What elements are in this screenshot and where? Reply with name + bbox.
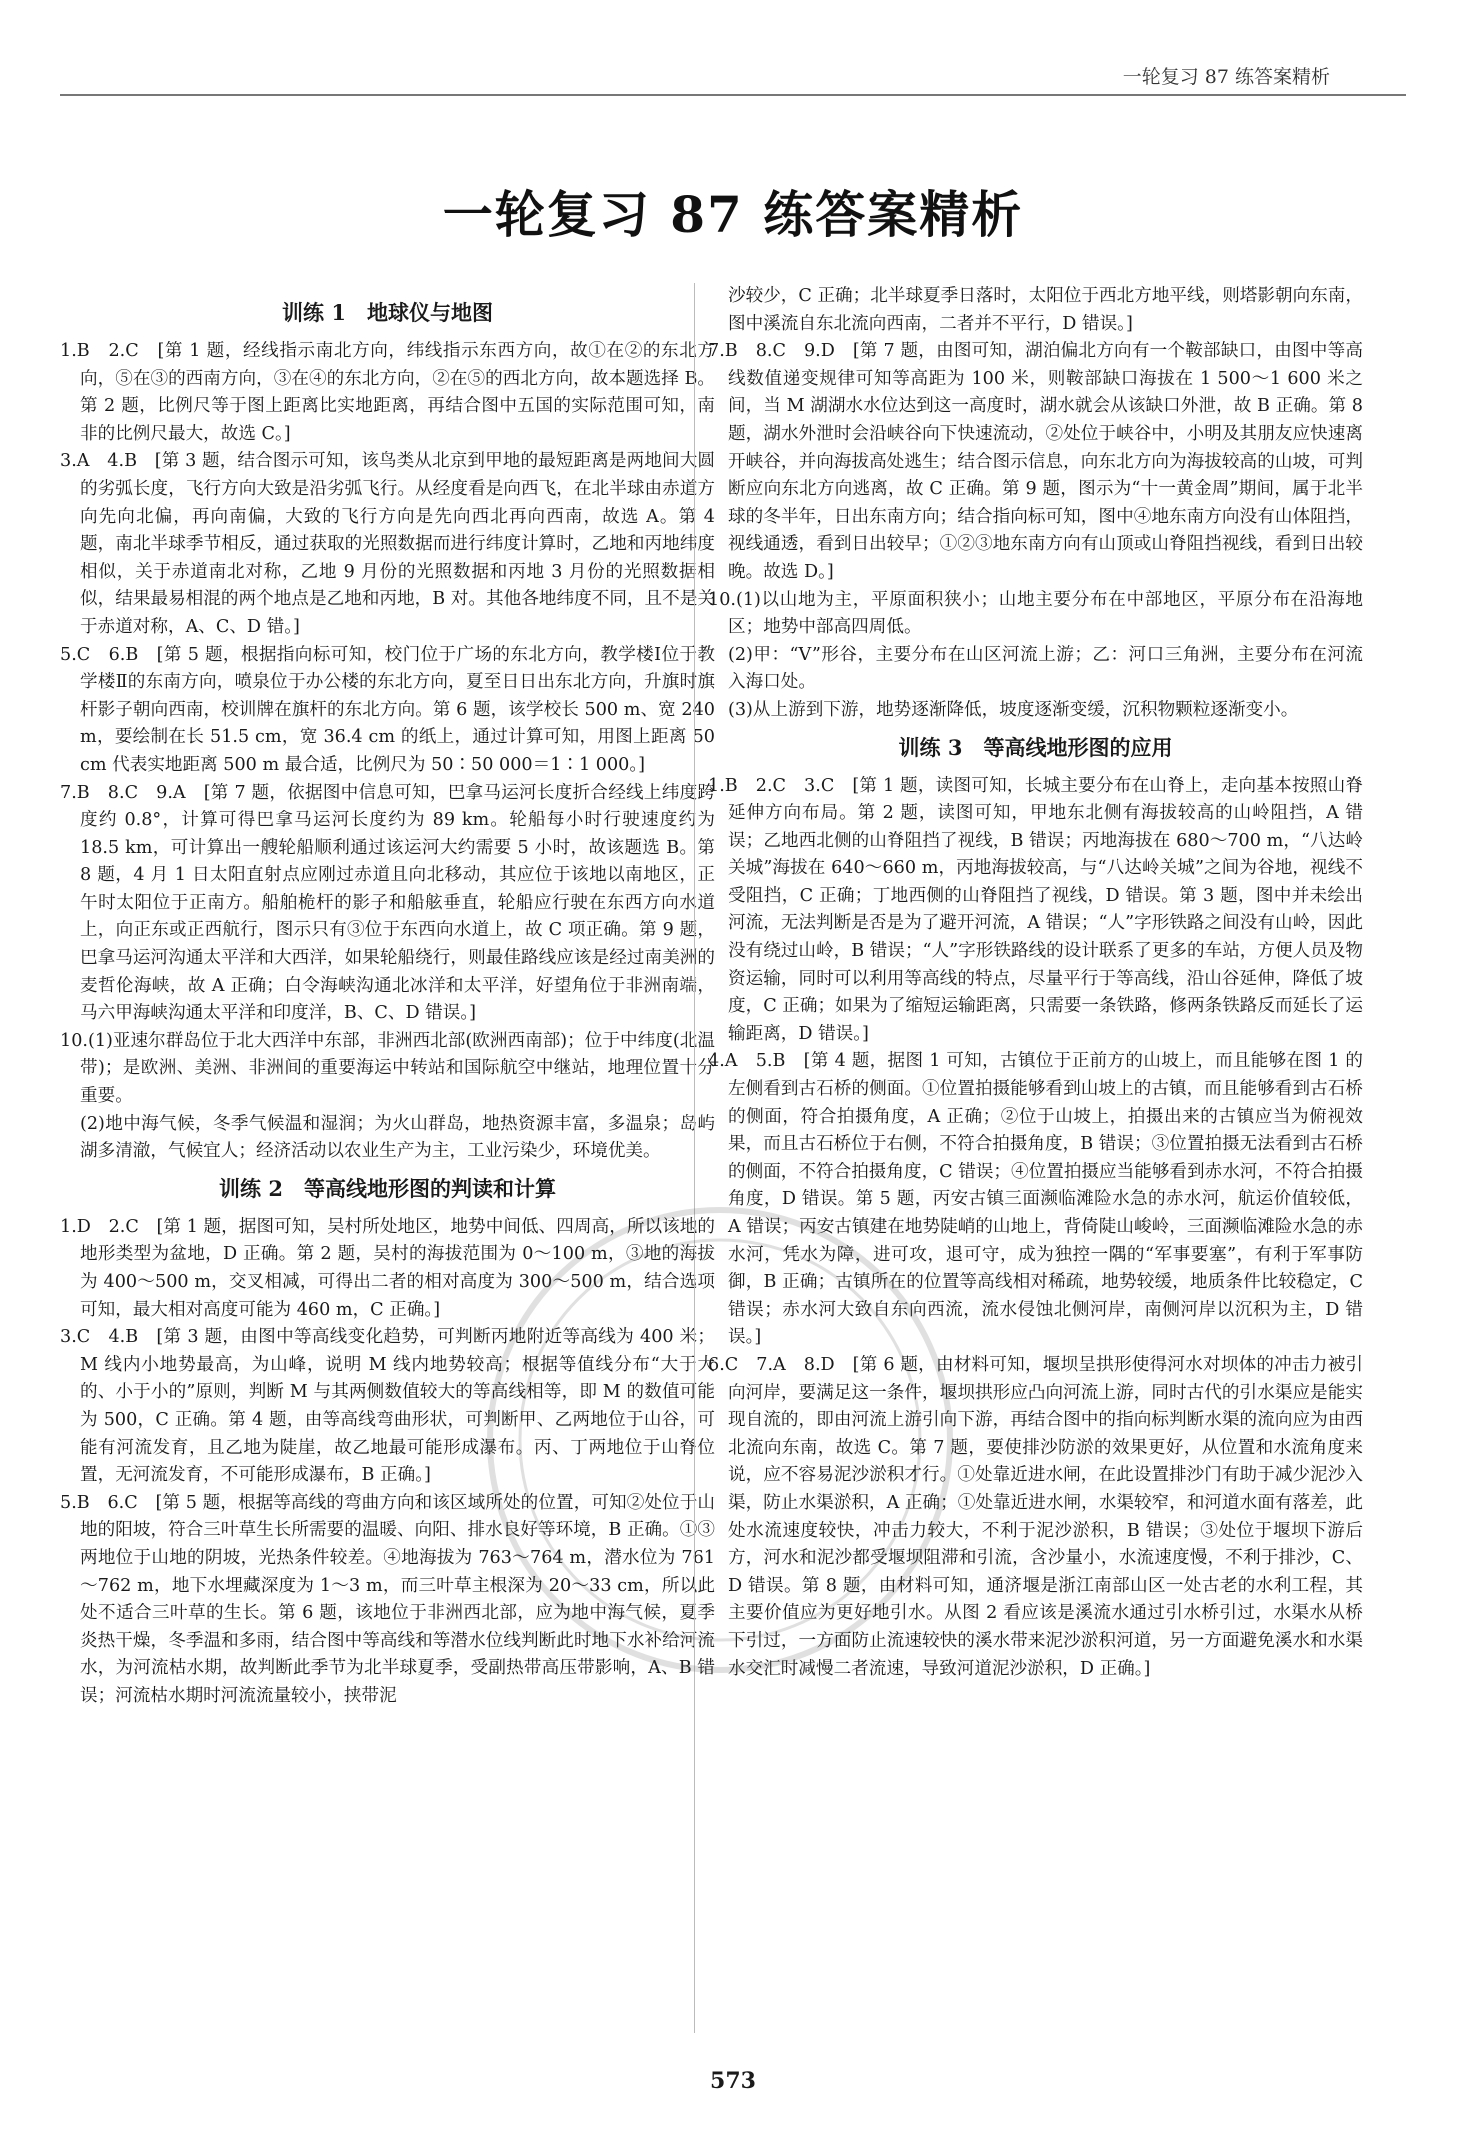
answer-paragraph: 1.D 2.C [第 1 题，据图可知，吴村所处地区，地势中间低、四周高，所以该地的地形类型为盆地，D 正确。第 2 题，吴村的海拔范围为 0～100 m，③地的海拔为 400～500 m，交叉相减，可得出二者的相对高度为 300～500 m，结合选项可知，最大相对高度可能为 460 m，C 正确。] (60, 1216, 715, 1320)
answer-paragraph: 4.A 5.B [第 4 题，据图 1 可知，古镇位于正前方的山坡上，而且能够在图 1 的左侧看到古石桥的侧面。①位置拍摄能够看到山坡上的古镇，而且能够看到古石桥的侧面，符合拍摄角度，A 正确；②位于山坡上，拍摄出来的古镇应当为俯视效果，而且古石桥位于右侧，不符合拍摄角度，B 错误；③位置拍摄无法看到古石桥的侧面，不符合拍摄角度，C 错误；④位置拍摄应当能够看到赤水河，不符合拍摄角度，D 错误。第 5 题，丙安古镇三面濒临滩险水急的赤水河，航运价值较低，A 错误；丙安古镇建在地势陡峭的山地上，背倚陡山峻岭，三面濒临滩险水急的赤水河，凭水为障，进可攻，退可守，成为独控一隅的“军事要塞”，有利于军事防御，B 正确；古镇所在的位置等高线相对稀疏，地势较缓，地质条件比较稳定，C 错误；赤水河大致自东向西流，流水侵蚀北侧河岸，南侧河岸以沉积为主，D 错误。] (708, 1051, 1363, 1348)
page-number: 573 (710, 2068, 756, 2094)
section-title-1: 训练 1 地球仪与地图 (282, 300, 493, 325)
right-column (708, 283, 1363, 1683)
column-divider (694, 283, 695, 2033)
answer-paragraph: 7.B 8.C 9.D [第 7 题，由图可知，湖泊偏北方向有一个鞍部缺口，由图中等高线数值递变规律可知等高距为 100 米，则鞍部缺口海拔在 1 500～1 600 米之间，当 M 湖湖水水位达到这一高度时，湖水就会从该缺口外泄，故 B 正确。第 8 题，湖水外泄时会沿峡谷向下快速流动，②处位于峡谷中，小明及其朋友应快速离开峡谷，并向海拔高处逃生；结合图示信息，向东北方向为海拔较高的山坡，可判断应向东北方向逃离，故 C 正确。第 9 题，图示为“十一黄金周”期间，属于北半球的冬半年，日出东南方向；结合指向标可知，图中④地东南方向没有山体阻挡，视线通透，看到日出较早；①②③地东南方向有山顶或山脊阻挡视线，看到日出较晚。故选 D。] (708, 341, 1363, 582)
answer-paragraph: 3.A 4.B [第 3 题，结合图示可知，该鸟类从北京到甲地的最短距离是两地间大圆的劣弧长度，飞行方向大致是沿劣弧飞行。从经度看是向西飞，在北半球由赤道方向先向北偏，再向南偏，大致的飞行方向是先向西北再向西南，故选 A。第 4 题，南北半球季节相反，通过获取的光照数据而进行纬度计算时，乙地和丙地纬度相似，关于赤道南北对称，乙地 9 月份的光照数据和丙地 3 月份的光照数据相似，结果最易相混的两个地点是乙地和丙地，B 对。其他各地纬度不同，且不是关于赤道对称，A、C、D 错。] (60, 451, 715, 637)
header-rule (60, 94, 1406, 96)
page-title: 一轮复习 87 练答案精析 (442, 185, 1024, 244)
answer-subparagraph: (2)甲：“V”形谷，主要分布在山区河流上游；乙：河口三角洲，主要分布在河流入海口处。 (728, 644, 1363, 693)
answer-paragraph: 7.B 8.C 9.A [第 7 题，依据图中信息可知，巴拿马运河长度折合经线上纬度跨度约 0.8°，计算可得巴拿马运河长度约为 89 km。轮船每小时行驶速度约为 18.5 km，可计算出一艘轮船顺利通过该运河大约需要 5 小时，故该题选 B。第 8 题，4 月 1 日太阳直射点应刚过赤道且向北移动，其应位于该地以南地区，正午时太阳位于正南方。船舶桅杆的影子和船舷垂直，轮船应行驶在东西方向水道上，向正东或正西航行，图示只有③位于东西向水道上，故 C 项正确。第 9 题，巴拿马运河沟通太平洋和大西洋，如果轮船绕行，则最佳路线应该是经过南美洲的麦哲伦海峡，故 A 正确；白令海峡沟通北冰洋和太平洋，好望角位于非洲南端，马六甲海峡沟通太平洋和印度洋，B、C、D 错误。] (60, 782, 715, 1024)
answer-paragraph: 10.(1)亚速尔群岛位于北大西洋中东部，非洲西北部(欧洲西南部)；位于中纬度(北温带)；是欧洲、美洲、非洲间的重要海运中转站和国际航空中继站，地理位置十分重要。 (60, 1030, 715, 1107)
answer-paragraph: 6.C 7.A 8.D [第 6 题，由材料可知，堰坝呈拱形使得河水对坝体的冲击力被引向河岸，要满足这一条件，堰坝拱形应凸向河流上游，同时古代的引水渠应是能实现自流的，即由河流上游引向下游，再结合图中的指向标判断水渠的流向应为由西北流向东南，故选 C。第 7 题，要使排沙防淤的效果更好，从位置和水流角度来说，应不容易泥沙淤积才行。①处靠近进水闸，在此设置排沙门有助于减少泥沙入渠，防止水渠淤积，A 正确；①处靠近进水闸，水渠较窄，和河道水面有落差，此处水流速度较快，冲击力较大，不利于泥沙淤积，B 错误；③处位于堰坝下游后方，河水和泥沙都受堰坝阻滞和引流，含沙量小，水流速度慢，不利于排沙，C、D 错误。第 8 题，由材料可知，通济堰是浙江南部山区一处古老的水利工程，其主要价值应为更好地引水。从图 2 看应该是溪流水通过引水桥引过，水渠水从桥下引过，一方面防止流速较快的溪水带来泥沙淤积河道，另一方面避免溪水和水渠水交汇时减慢二者流速，导致河道泥沙淤积，D 正确。] (708, 1354, 1363, 1679)
answer-paragraph: 5.B 6.C [第 5 题，根据等高线的弯曲方向和该区域所处的位置，可知②处位于山地的阳坡，符合三叶草生长所需要的温暖、向阳、排水良好等环境，B 正确。①③两地位于山地的阴坡，光热条件较差。④地海拔为 763～764 m，潜水位为 761～762 m，地下水埋藏深度为 1～3 m，而三叶草主根深为 20～33 cm，所以此处不适合三叶草的生长。第 6 题，该地位于非洲西北部，应为地中海气候，夏季炎热干燥，冬季温和多雨，结合图中等高线和等潜水位线判断此时地下水补给河流水，为河流枯水期，故判断此季节为北半球夏季，受副热带高压带影响，A、B 错误；河流枯水期时河流流量较小，挟带泥 (60, 1492, 715, 1706)
answer-subparagraph: (3)从上游到下游，地势逐渐降低，坡度逐渐变缓，沉积物颗粒逐渐变小。 (728, 699, 1299, 720)
answer-paragraph: 1.B 2.C [第 1 题，经线指示南北方向，纬线指示东西方向，故①在②的东北方向，⑤在③的西南方向，③在④的东北方向，②在⑤的西北方向，故本题选择 B。第 2 题，比例尺等于图上距离比实地距离，再结合图中五国的实际范围可知，南非的比例尺最大，故选 C。] (60, 341, 715, 444)
running-head: 一轮复习 87 练答案精析 (1122, 66, 1330, 88)
section-title-3: 训练 3 等高线地形图的应用 (898, 734, 1173, 760)
answer-subparagraph: (2)地中海气候，冬季气候温和湿润；为火山群岛，地热资源丰富，多温泉；岛屿湖多清澈，气候宜人；经济活动以农业生产为主，工业污染少，环境优美。 (80, 1113, 715, 1162)
answer-paragraph: 10.(1)以山地为主，平原面积狭小；山地主要分布在中部地区，平原分布在沿海地区；地势中部高四周低。 (708, 589, 1363, 638)
answer-paragraph: 3.C 4.B [第 3 题，由图中等高线变化趋势，可判断丙地附近等高线为 400 米；M 线内小地势最高，为山峰，说明 M 线内地势较高；根据等值线分布“大于大的、小于小的”原则，判断 M 与其两侧数值较大的等高线相等，即 M 的数值可能为 500，C 正确。第 4 题，由等高线弯曲形状，可判断甲、乙两地位于山谷，可能有河流发育，且乙地为陡崖，故乙地最可能形成瀑布。丙、丁两地位于山脊位置，无河流发育，不可能形成瀑布，B 正确。] (60, 1327, 715, 1486)
section-title-2: 训练 2 等高线地形图的判读和计算 (219, 1175, 556, 1201)
answer-paragraph: 5.C 6.B [第 5 题，根据指向标可知，校门位于广场的东北方向，教学楼Ⅰ位于教学楼Ⅱ的东南方向，喷泉位于办公楼的东北方向，夏至日日出东北方向，升旗时旗杆影子朝向西南，校训牌在旗杆的东北方向。第 6 题，该学校长 500 m、宽 240 m，要绘制在长 51.5 cm，宽 36.4 cm 的纸上，通过计算可知，用图上距离 50 cm 代表实地距离 500 m 最合适，比例尺为 50∶50 000＝1∶1 000。] (60, 644, 715, 775)
left-column (60, 290, 715, 1711)
answer-continuation: 沙较少，C 正确；北半球夏季日落时，太阳位于西北方地平线，则塔影朝向东南，图中溪流自东北流向西南，二者并不平行，D 错误。] (728, 286, 1363, 334)
answer-paragraph: 1.B 2.C 3.C [第 1 题，读图可知，长城主要分布在山脊上，走向基本按照山脊延伸方向布局。第 2 题，读图可知，甲地东北侧有海拔较高的山岭阻挡，A 错误；乙地西北侧的山脊阻挡了视线，B 错误；丙地海拔在 680～700 m，“八达岭关城”海拔在 640～660 m，丙地海拔较高，与“八达岭关城”之间为谷地，视线不受阻挡，C 正确；丁地西侧的山脊阻挡了视线，D 错误。第 3 题，图中并未绘出河流，无法判断是否是为了避开河流，A 错误；“人”字形铁路之间没有山岭，因此没有绕过山岭，B 错误；“人”字形铁路线的设计联系了更多的车站，方便人员及物资运输，同时可以利用等高线的特点，尽量平行于等高线，沿山谷延伸，降低了坡度，C 正确；如果为了缩短运输距离，只需要一条铁路，修两条铁路反而延长了运输距离，D 错误。] (708, 775, 1363, 1044)
